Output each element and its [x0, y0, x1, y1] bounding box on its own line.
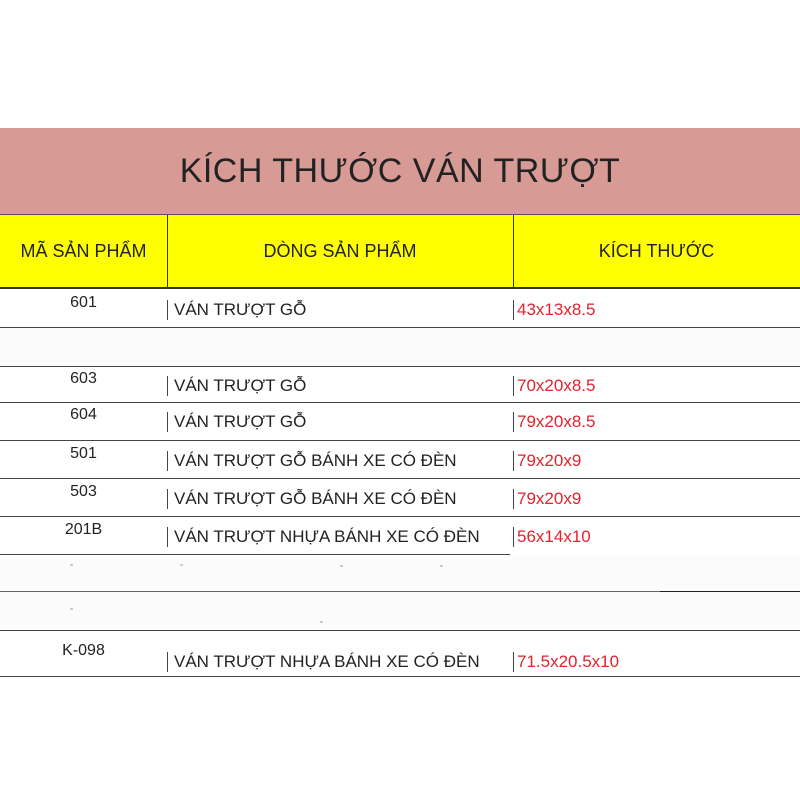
- table-row: [0, 400, 800, 438]
- title-band: [0, 128, 800, 214]
- product-code: 604: [70, 406, 97, 423]
- ghost-mark: [70, 564, 73, 566]
- header-product-line: DÒNG SẢN PHẨM: [167, 215, 514, 287]
- row-divider: [0, 630, 800, 631]
- product-code: 603: [70, 370, 97, 387]
- table-row: [0, 636, 800, 680]
- product-name: VÁN TRƯỢT NHỰA BÁNH XE CÓ ĐÈN: [167, 652, 514, 672]
- table-row: [0, 515, 800, 553]
- product-code: 601: [70, 294, 97, 311]
- row-divider: [660, 591, 800, 592]
- product-size: 70x20x8.5: [513, 376, 797, 396]
- product-code: 501: [70, 445, 97, 462]
- table-row: [0, 288, 800, 326]
- ghost-mark: [320, 621, 323, 623]
- product-size: 56x14x10: [513, 527, 797, 547]
- table-row: [0, 364, 800, 402]
- header-size: KÍCH THƯỚC: [598, 240, 715, 261]
- table-row: [0, 439, 800, 477]
- product-code: 201B: [64, 521, 103, 538]
- blurred-row: [0, 328, 800, 366]
- ghost-mark: [180, 564, 183, 566]
- table-title: KÍCH THƯỚC VÁN TRƯỢT: [179, 151, 621, 190]
- ghost-mark: [440, 565, 443, 567]
- ghost-mark: [70, 608, 73, 610]
- ghost-mark: [340, 565, 343, 567]
- product-name: VÁN TRƯỢT GỖ BÁNH XE CÓ ĐÈN: [167, 451, 514, 471]
- product-code: K-098: [62, 642, 105, 659]
- product-name: VÁN TRƯỢT GỖ BÁNH XE CÓ ĐÈN: [167, 489, 514, 509]
- header-code: MÃ SẢN PHẨM: [0, 215, 168, 287]
- product-size: 79x20x9: [513, 489, 797, 509]
- blurred-rows: [0, 556, 800, 628]
- table-row: [0, 477, 800, 515]
- product-name: VÁN TRƯỢT GỖ: [167, 412, 514, 432]
- header-row: [0, 214, 800, 289]
- product-size: 71.5x20.5x10: [513, 652, 797, 672]
- product-name: VÁN TRƯỢT GỖ: [167, 376, 514, 396]
- row-divider: [0, 676, 800, 677]
- product-name: VÁN TRƯỢT GỖ: [167, 300, 514, 320]
- product-name: VÁN TRƯỢT NHỰA BÁNH XE CÓ ĐÈN: [167, 527, 514, 547]
- product-size: 79x20x9: [513, 451, 797, 471]
- product-code: 503: [70, 483, 97, 500]
- product-size: 79x20x8.5: [513, 412, 797, 432]
- row-divider: [0, 554, 510, 555]
- product-size: 43x13x8.5: [513, 300, 797, 320]
